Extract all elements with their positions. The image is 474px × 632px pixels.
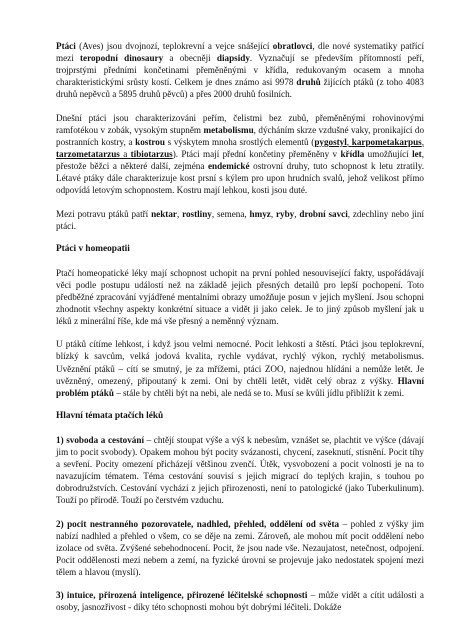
text-run: tarzometatarzus xyxy=(56,148,120,159)
text-run: Dnešní ptáci jsou charakterizováni peřím, čelistmi bez zubů, přeměněnými rohovinovými ramfotékou v zobák, vysokým stupněm xyxy=(56,112,424,135)
text-run: , xyxy=(346,136,352,147)
text-run: ). Ptáci mají přední končetiny přeměněny v xyxy=(172,148,341,159)
text-run: , xyxy=(294,208,300,219)
text-run: – pohled z výšky jim nabízí nadhled a přehled o všem, co se děje na zemi. Zároveň, ale mohou mít pocit oddělení nebo izolace od světa. Zvýšené sebehodnocení. Pocit, že jsou nade vše. Nezaujatost, netečnost, odpojení. Pocit oddělenosti mezi nebem a zemí, na fyzické úrovni se projevuje jako nedostatek spojení mezi tělem a hlavou (myslí). xyxy=(56,518,424,577)
text-run: žijících ptáků (z toho 4083 druhů nepěvců a 5895 druhů pěvců) a přes 2000 druhů fosilních. xyxy=(56,77,424,100)
text-run: ) jsou dvojnozí, teplokrevní a vejce snášející xyxy=(100,41,273,51)
text-run: hmyz xyxy=(249,208,271,219)
text-run: – stále by chtěli být na nebi, ale nedá se to. Musí se kvůli jídlu přiblížit k zemi. xyxy=(113,387,405,398)
text-run: ryby xyxy=(275,208,295,219)
text-run: ( xyxy=(75,41,83,51)
text-run: ostrovní druhy, tuto schopnost k letu ztratily. Létavé ptáky dále charakterizuje kost prsní s kýlem pro upon hrudních svalů, jehož velikost přímo odpovídá letovým schopnostem. Kostru mají lehkou, kosti jsou duté. xyxy=(56,160,425,196)
text-run: 3) intuice, přirozená inteligence, přirozené léčitelské schopnosti xyxy=(56,590,308,601)
text-run: , xyxy=(176,208,183,219)
text-run: s výskytem mnoha srostlých elementů ( xyxy=(164,136,315,147)
text-run: křídla xyxy=(340,148,365,159)
text-run: , semena, xyxy=(211,208,250,219)
text-run: obratlovci xyxy=(272,41,313,51)
text-run: , dýcháním skrze vzdušné vaky, pronikající do postranních kostry, a xyxy=(56,124,425,147)
paragraph-anatomy xyxy=(56,112,424,196)
text-run: karpometakarpus xyxy=(351,136,422,147)
text-run: teropodní dinosaury xyxy=(80,53,164,64)
paragraph-homeopathy-2 xyxy=(56,338,424,398)
paragraph-theme-3 xyxy=(56,589,424,613)
text-run: let xyxy=(412,148,422,159)
text-run: endemické xyxy=(207,160,250,171)
text-run: , xyxy=(421,136,424,147)
text-run: druhů xyxy=(296,77,321,88)
text-run: – může vidět a cítit události a osoby, jasnozřivost - díky této schopnosti mohou být dobrými léčiteli. Dokáže xyxy=(56,590,424,613)
paragraph-theme-1 xyxy=(56,434,424,506)
text-run: umožňující xyxy=(364,148,413,159)
paragraph-intro xyxy=(56,40,424,100)
text-run: 2) pocit nestranného pozorovatele, nadhled, přehled, oddělení od světa xyxy=(56,518,340,529)
text-run: metabolismu xyxy=(203,124,254,135)
text-run: Ptačí homeopatické léky mají schopnost uchopit na první pohled nesouvisející fakty, uspořádávají věci podle postupu událostí než na základě jejich přesných detailů pro lepší pochopení. Toto předběžné zpracování vyjádřené mentalními obrazy umožňuje posun v jejich myšlení. Jsou schopni zhodnotit všechny aspekty konkrétní situace a vidět ji jako celek. Je to jiný způsob myšlení jak u léků z minerální říše, kde má vše přesný a neměnný význam. xyxy=(56,267,424,326)
text-run: kostrou xyxy=(135,136,165,147)
heading-homeopathy: Ptáci v homeopatii xyxy=(56,244,130,255)
text-run: , xyxy=(270,208,276,219)
text-run: , přestože běžci a některé další, zejména xyxy=(56,148,424,171)
text-run: , dle nové systematiky patřící mezi xyxy=(56,41,424,64)
heading-main-themes: Hlavní témata ptačích léků xyxy=(56,411,164,422)
text-run: drobní savci xyxy=(299,208,348,219)
text-run: a obecněji xyxy=(163,53,217,64)
text-run: rostliny xyxy=(182,208,212,219)
text-run: Hlavní problém ptáků xyxy=(56,375,424,398)
text-run: 1) svoboda a cestování xyxy=(56,434,144,445)
text-run: , zdechliny nebo jiní ptáci. xyxy=(56,208,424,231)
text-run: Ptáci xyxy=(56,41,76,51)
text-run: nektar xyxy=(151,208,177,219)
text-run: . Vyznačují se především přítomností peří, trojprstými předními končetinami přeměněnými v křídla, redukovaným ocasem a mnoha charakteristickými srůsty kostí. Celkem je dnes známo asi 9978 xyxy=(56,53,424,88)
text-run: diapsidy xyxy=(216,53,250,64)
text-run: – chtějí stoupat výše a výš k nebesům, vznášet se, plachtit ve výšce (dávají jim to pocit svobody). Opakem mohou být pocity svázanosti, chycení, zaseknutí, stísnění. Pocit tíhy a sevření. Pocity omezení přicházejí většinou zvenčí. Útěk, vysvobození a pocit volnosti je na to navazujícím tématem. Téma cestování souvisí s jejich migrací do teplých krajin, s touhou po dobrodružstvích. Cestování vychází z jejich přirozenosti, není to patologické (jako Tuberkulinum). Touží po přírodě. Touží po čerstvém vzduchu. xyxy=(56,434,424,505)
paragraph-homeopathy-1 xyxy=(56,267,424,327)
text-run: U ptáků cítíme lehkost, i když jsou velmi nemocné. Pocit lehkosti a štěstí. Ptáci jsou teplokrevní, blízký k savcům, velká jodová kvalita, rychle vydávat, rychlý výkon, rychlý metabolismus. Uvěznění ptáků – cítí se smutný, je za mřížemi, ptáci ZOO, najednou hlídáni a nemůže letět. Je uvězněný, omezený, připoutaný k zemi. Oni by chtěli letět, vidět celý obraz z výšky. xyxy=(56,339,424,386)
text-run: pygostyl xyxy=(314,136,347,147)
text-run: a xyxy=(119,148,131,159)
text-run: Aves xyxy=(82,41,101,51)
text-run: tibiotarzus xyxy=(130,148,173,159)
paragraph-theme-2 xyxy=(56,518,424,578)
paragraph-diet xyxy=(56,208,424,232)
text-run: Mezi potravu ptáků patří xyxy=(56,208,152,219)
